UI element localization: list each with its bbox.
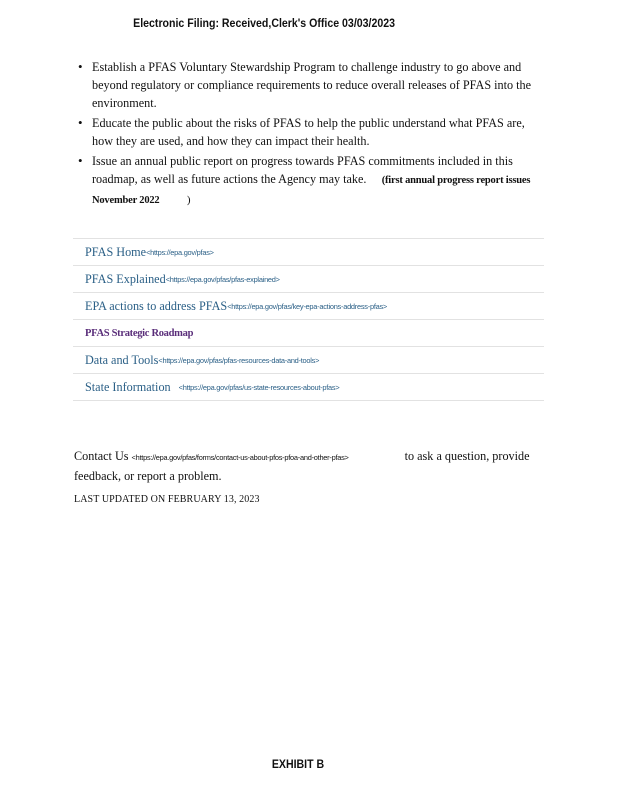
bullet-text: Issue an annual public report on progress towards PFAS commitments included in this roadmap, as well as future actions the Agency may take.	[92, 154, 513, 186]
exhibit-label: EXHIBIT B	[271, 759, 325, 771]
nav-item-strategic-roadmap[interactable]	[73, 320, 544, 347]
nav-item-label[interactable]: PFAS Strategic Roadmap	[85, 327, 194, 339]
contact-us-link[interactable]: Contact Us	[74, 449, 132, 463]
bullet-stewardship-program	[74, 58, 534, 112]
nav-item-epa-actions[interactable]	[73, 293, 544, 320]
bullet-annual-report	[74, 152, 534, 210]
nav-item-url: <https://epa.gov/pfas/us-state-resources-about-pfas>	[178, 382, 340, 392]
nav-item-data-and-tools[interactable]	[73, 347, 544, 374]
nav-item-label[interactable]: PFAS Explained	[85, 271, 166, 286]
nav-item-label[interactable]: Data and Tools	[85, 352, 159, 367]
nav-item-url: <https://epa.gov/pfas/pfas-resources-data-and-tools>	[158, 355, 320, 365]
nav-item-pfas-home[interactable]	[73, 239, 544, 266]
nav-item-label[interactable]: PFAS Home	[85, 244, 147, 259]
last-updated-text: LAST UPDATED ON FEBRUARY 13, 2023	[74, 494, 260, 505]
bullet-text: Educate the public about the risks of PFAS to help the public understand what PFAS are, how they are used, and how they can impact their health.	[92, 116, 525, 148]
progress-report-note-close: )	[186, 194, 191, 206]
bullet-text: Establish a PFAS Voluntary Stewardship Program to challenge industry to go above and beyond regulatory or compliance requirements to reduce overall releases of PFAS into the environment.	[92, 60, 532, 110]
nav-item-label[interactable]: EPA actions to address PFAS	[85, 298, 228, 313]
nav-item-state-information[interactable]	[73, 374, 544, 401]
bullet-list	[74, 58, 534, 212]
contact-paragraph	[74, 447, 534, 485]
pfas-related-links-nav	[73, 238, 544, 401]
bullet-educate-public	[74, 114, 534, 150]
contact-us-url: <https://epa.gov/pfas/forms/contact-us-about-pfos-pfoa-and-other-pfas>	[131, 453, 349, 462]
nav-item-url: <https://epa.gov/pfas>	[146, 247, 214, 257]
contact-text: to ask a question, provide feedback, or report a problem.	[74, 449, 530, 483]
nav-item-url: <https://epa.gov/pfas/pfas-explained>	[165, 274, 280, 284]
nav-item-pfas-explained[interactable]	[73, 266, 544, 293]
nav-item-label[interactable]: State Information	[85, 379, 171, 394]
filing-stamp-header: Electronic Filing: Received,Clerk's Office 03/03/2023	[133, 18, 396, 30]
nav-item-url: <https://epa.gov/pfas/key-epa-actions-address-pfas>	[227, 301, 387, 311]
progress-report-note: (first annual progress report issues November 2022	[92, 175, 531, 206]
